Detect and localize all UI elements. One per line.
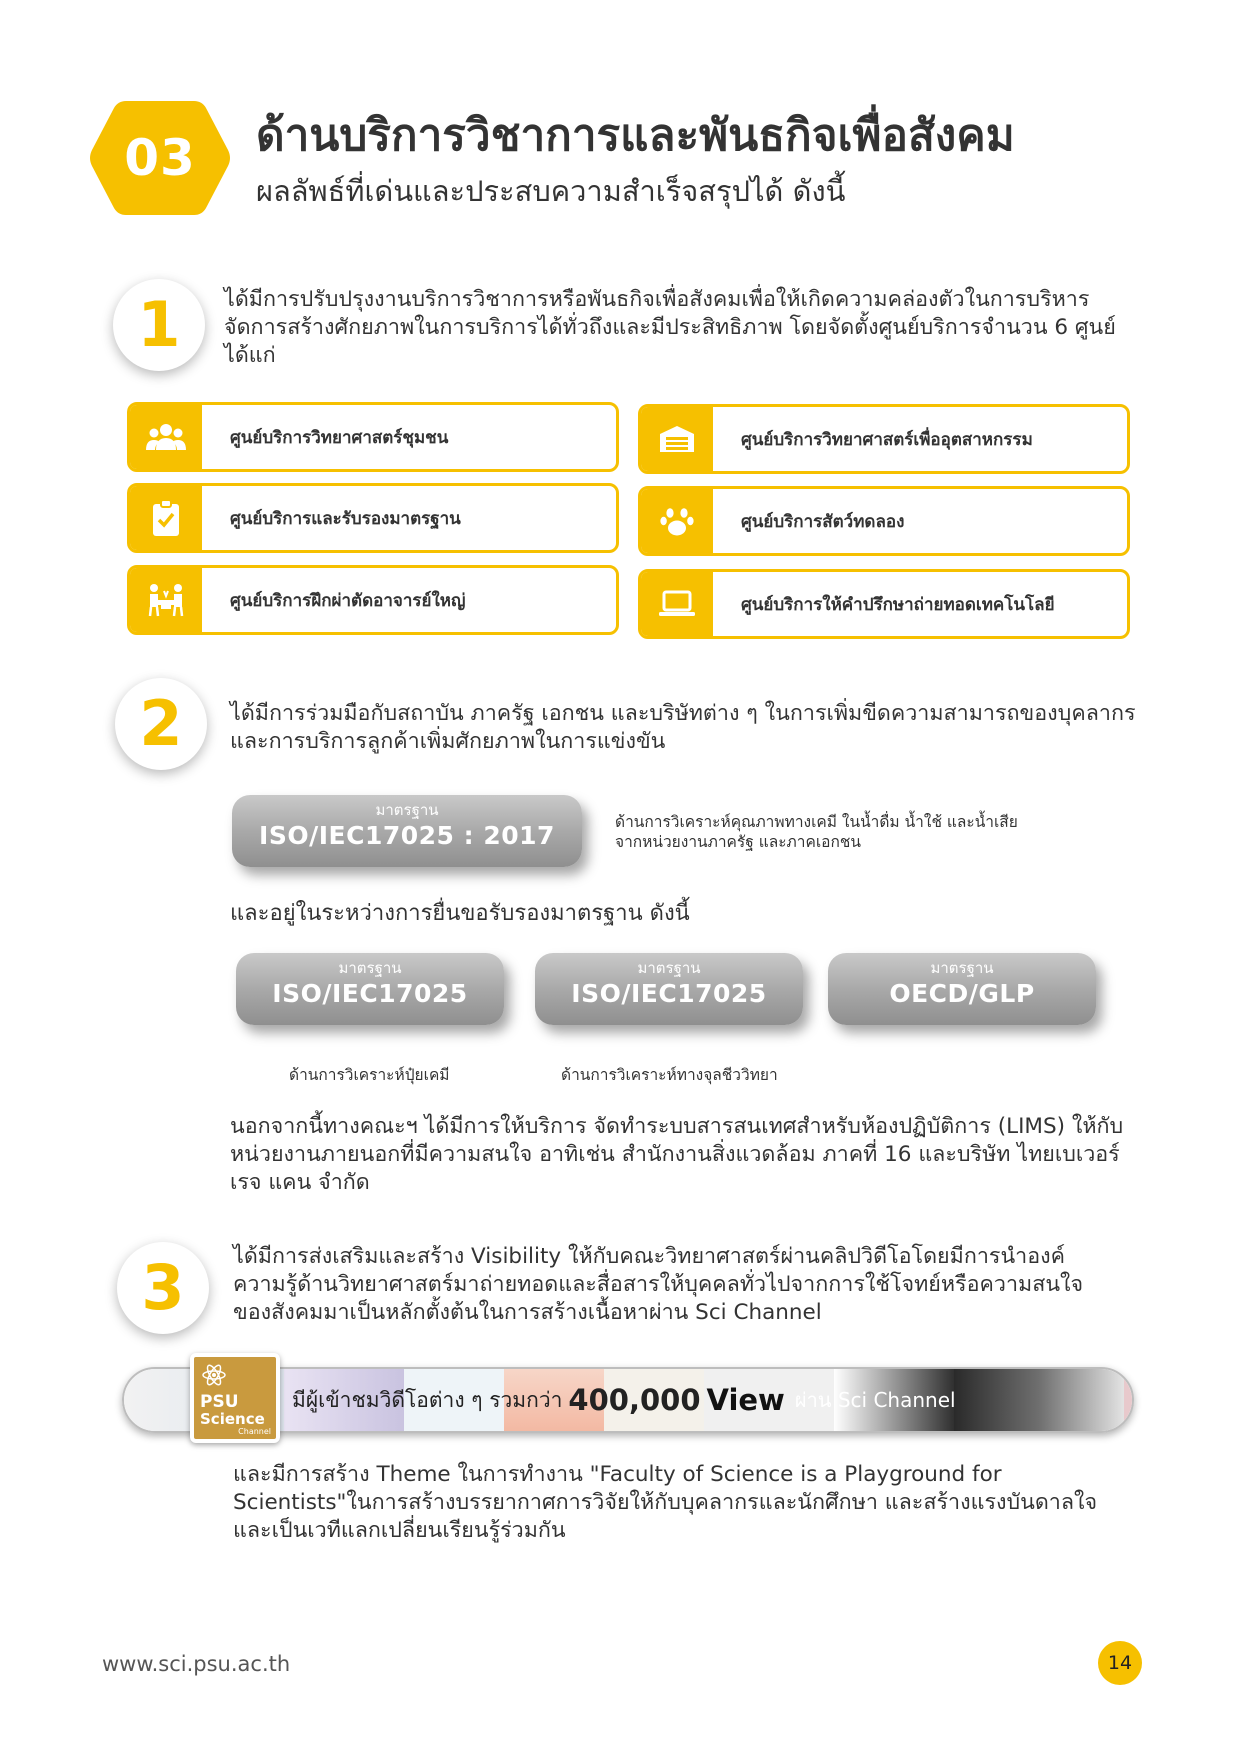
pending-caption: ด้านการวิเคราะห์ปุ๋ยเคมี: [289, 1066, 450, 1084]
atom-icon: [202, 1363, 226, 1387]
pending-intro: และอยู่ในระหว่างการยื่นขอรับรองมาตรฐาน ดังนี้: [230, 901, 690, 926]
pending-caption: ด้านการวิเคราะห์ทางจุลชีววิทยา: [561, 1066, 778, 1084]
section-badge: [88, 95, 232, 221]
certified-standard-badge: [232, 795, 582, 867]
closing-text: และมีการสร้าง Theme ในการทำงาน "Faculty of Science is a Playground for Scientists"ในการสร้างบรรยากาศการวิจัยให้กับบุคลากรและนักศึกษา และสร้างแรงบันดาลใจและเป็นเวทีแลกเปลี่ยนเรียนรู้ร่วมกัน: [233, 1462, 1098, 1543]
page-title: ด้านบริการวิชาการและพันธกิจเพื่อสังคม: [256, 110, 1015, 161]
psu-science-channel-logo: [190, 1353, 280, 1443]
center-label: ศูนย์บริการสัตว์ทดลอง: [741, 511, 905, 532]
video-thumbnail: [1124, 1369, 1134, 1431]
center-label: ศูนย์บริการและรับรองมาตรฐาน: [230, 508, 461, 529]
banner-text: [292, 1369, 956, 1431]
banner-prefix: มีผู้เข้าชมวิดีโอต่าง ๆ รวมกว่า: [292, 1387, 563, 1412]
badge-caption: มาตรฐาน: [637, 959, 701, 977]
item-number-1: 1: [113, 279, 205, 371]
lims-text: นอกจากนี้ทางคณะฯ ได้มีการให้บริการ จัดทำระบบสารสนเทศสำหรับห้องปฏิบัติการ (LIMS) ให้กับหน่วยงานภายนอกที่มีความสนใจ อาทิเช่น สำนักงานสิ่งแวดล้อม ภาคที่ 16 และบริษัท ไทยเบเวอร์เรจ แคน จำกัด: [230, 1114, 1124, 1195]
pending-standard-badge: [535, 953, 803, 1025]
page-number: 14: [1098, 1641, 1142, 1685]
banner-suffix: ผ่าน Sci Channel: [794, 1388, 956, 1412]
center-card-consulting: [638, 569, 1130, 639]
center-card-surgical-training: [127, 565, 619, 635]
badge-caption: มาตรฐาน: [930, 959, 994, 977]
laptop-icon: [641, 572, 713, 636]
center-label: ศูนย์บริการให้คำปรึกษาถ่ายทอดเทคโนโลยี: [741, 594, 1055, 615]
footer-url[interactable]: www.sci.psu.ac.th: [102, 1652, 291, 1676]
badge-title: ISO/IEC17025 : 2017: [259, 821, 555, 850]
section-number: 03: [124, 129, 196, 187]
view-unit: View: [706, 1383, 785, 1417]
badge-caption: มาตรฐาน: [338, 959, 402, 977]
pending-standard-badge: [828, 953, 1096, 1025]
people-group-icon: [130, 405, 202, 469]
video-thumbnail: [954, 1369, 1124, 1431]
item-number-2: 2: [115, 678, 207, 770]
badge-caption: มาตรฐาน: [375, 801, 439, 819]
warehouse-icon: [641, 407, 713, 471]
paw-icon: [641, 489, 713, 553]
center-label: ศูนย์บริการวิทยาศาสตร์ชุมชน: [230, 427, 449, 448]
item-number-3: 3: [117, 1242, 209, 1334]
badge-title: OECD/GLP: [889, 979, 1035, 1008]
center-label: ศูนย์บริการวิทยาศาสตร์เพื่ออุตสาหกรรม: [741, 429, 1033, 450]
item3-text: ได้มีการส่งเสริมและสร้าง Visibility ให้กับคณะวิทยาศาสตร์ผ่านคลิปวิดีโอโดยมีการนำองค์ความรู้ด้านวิทยาศาสตร์มาถ่ายทอดและสื่อสารให้บุคคลทั่วไปจากการใช้โจทย์หรือความสนใจของสังคมมาเป็นหลักตั้งต้นในการสร้างเนื้อหาผ่าน Sci Channel: [233, 1244, 1084, 1325]
page-subtitle: ผลลัพธ์ที่เด่นและประสบความสำเร็จสรุปได้ ดังนี้: [256, 174, 846, 208]
center-card-community: [127, 402, 619, 472]
certified-desc-line1: ด้านการวิเคราะห์คุณภาพทางเคมี ในน้ำดื่ม น้ำใช้ และน้ำเสีย: [615, 813, 1018, 831]
center-card-industry: [638, 404, 1130, 474]
item1-text: ได้มีการปรับปรุงงานบริการวิชาการหรือพันธกิจเพื่อสังคมเพื่อให้เกิดความคล่องตัวในการบริหารจัดการสร้างศักยภาพในการบริการได้ทั่วถึงและมีประสิทธิภาพ โดยจัดตั้งศูนย์บริการจำนวน 6 ศูนย์ได้แก่: [224, 287, 1116, 368]
center-label: ศูนย์บริการฝึกผ่าตัดอาจารย์ใหญ่: [230, 590, 466, 611]
clipboard-check-icon: [130, 486, 202, 550]
badge-title: ISO/IEC17025: [571, 979, 767, 1008]
surgery-icon: [130, 568, 202, 632]
view-count: 400,000: [568, 1383, 701, 1417]
pending-standard-badge: [236, 953, 504, 1025]
center-card-standards: [127, 483, 619, 553]
item2-text: ได้มีการร่วมมือกับสถาบัน ภาครัฐ เอกชน และบริษัทต่าง ๆ ในการเพิ่มขีดความสามารถของบุคลากรและการบริการลูกค้าเพิ่มศักยภาพในการแข่งขัน: [230, 701, 1136, 754]
logo-line3: Channel: [238, 1427, 271, 1436]
center-card-lab-animals: [638, 486, 1130, 556]
certified-desc-line2: จากหน่วยงานภาครัฐ และภาคเอกชน: [615, 833, 861, 851]
logo-line1: PSU: [200, 1392, 239, 1412]
badge-title: ISO/IEC17025: [272, 979, 468, 1008]
logo-line2: Science: [200, 1410, 265, 1428]
